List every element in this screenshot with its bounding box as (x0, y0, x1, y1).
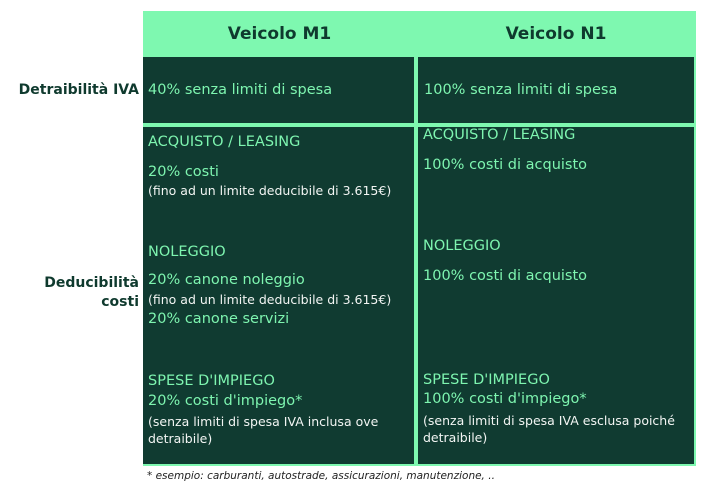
column-header-n1: Veicolo N1 (505, 24, 607, 44)
n1-spese-note-line1: (senza limiti di spesa IVA esclusa poiché (423, 413, 675, 428)
cell-iva-m1 (143, 57, 414, 123)
m1-spese-value: 20% costi d'impiego* (148, 393, 303, 409)
m1-acquisto-title: ACQUISTO / LEASING (148, 134, 301, 150)
m1-spese-title: SPESE D'IMPIEGO (148, 373, 275, 389)
column-header-m1: Veicolo M1 (227, 24, 332, 44)
n1-acquisto-title: ACQUISTO / LEASING (423, 127, 576, 143)
m1-noleggio-value2: 20% canone servizi (148, 311, 290, 327)
m1-acquisto-note: (fino ad un limite deducibile di 3.615€) (148, 183, 392, 198)
n1-spese-note-line2: detraibile) (423, 430, 488, 445)
m1-noleggio-value: 20% canone noleggio (148, 272, 305, 288)
n1-spese-title: SPESE D'IMPIEGO (423, 372, 550, 388)
row-label-line2: costi (101, 294, 139, 310)
row-label-detraibilita-iva: Detraibilità IVA (18, 82, 139, 98)
n1-noleggio-value: 100% costi di acquisto (423, 268, 588, 284)
cell-iva-n1 (418, 57, 694, 123)
row-label-line1: Deducibilità (44, 275, 139, 291)
iva-n1-value: 100% senza limiti di spesa (424, 82, 618, 98)
cell-deducibilita-n1 (418, 127, 694, 464)
n1-noleggio-title: NOLEGGIO (423, 238, 501, 254)
n1-spese-value: 100% costi d'impiego* (423, 391, 587, 407)
m1-noleggio-title: NOLEGGIO (148, 244, 226, 260)
n1-acquisto-value: 100% costi di acquisto (423, 157, 588, 173)
table-body (143, 57, 696, 466)
m1-spese-note-line2: detraibile) (148, 431, 213, 446)
iva-m1-value: 40% senza limiti di spesa (148, 82, 333, 98)
m1-spese-note-line1: (senza limiti di spesa IVA inclusa ove (148, 414, 379, 429)
footnote: * esempio: carburanti, autostrade, assicurazioni, manutenzione, .. (147, 470, 495, 482)
row-label-deducibilita-costi (0, 274, 139, 312)
m1-noleggio-note: (fino ad un limite deducibile di 3.615€) (148, 292, 392, 307)
cell-deducibilita-m1 (143, 127, 414, 464)
table-header (143, 11, 696, 57)
m1-acquisto-value: 20% costi (148, 164, 219, 180)
